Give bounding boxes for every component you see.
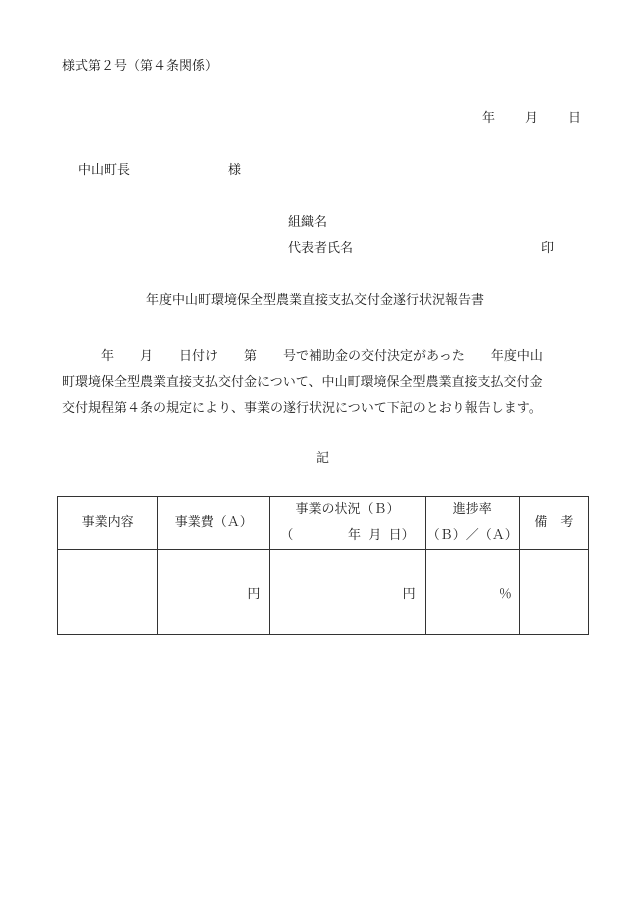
header-status-month: 月: [368, 528, 382, 543]
document-title: 年度中山町環境保全型農業直接支払交付金遂行状況報告書: [145, 293, 484, 308]
organization-label: 組織名: [288, 215, 328, 230]
header-status-day: 日）: [388, 528, 415, 543]
header-cost: 事業費（Ａ）: [158, 497, 270, 550]
body-text: [62, 344, 584, 422]
table-header-row: [58, 497, 589, 550]
header-status-date: [270, 523, 424, 549]
addressee-honorific: 様: [228, 163, 242, 178]
header-progress-top: 進捗率: [452, 502, 492, 517]
cell-progress[interactable]: ％: [425, 550, 519, 635]
body-line-2: 町環境保全型農業直接支払交付金について、中山町環境保全型農業直接支払交付金: [62, 375, 543, 390]
header-status: [270, 497, 425, 550]
date-day-unit: 日: [567, 111, 581, 126]
header-status-year: 年: [348, 528, 362, 543]
header-progress-bottom: （Ｂ）／（Ａ）: [426, 528, 518, 543]
report-table: [57, 496, 589, 635]
cell-remarks[interactable]: [519, 550, 588, 635]
body-line-1: 年 月 日付け 第 号で補助金の交付決定があった 年度中山: [62, 349, 543, 364]
date-month-unit: 月: [524, 111, 538, 126]
cell-cost[interactable]: 円: [158, 550, 270, 635]
date-line: [482, 112, 581, 125]
representative-label: 代表者氏名: [288, 241, 354, 256]
header-status-top: 事業の状況（Ｂ）: [295, 502, 400, 517]
header-status-open: （: [280, 528, 294, 543]
body-line-3: 交付規程第４条の規定により、事業の遂行状況について下記のとおり報告します。: [62, 401, 542, 416]
addressee: [78, 164, 241, 177]
header-remarks: 備 考: [519, 497, 588, 550]
cell-status[interactable]: 円: [270, 550, 425, 635]
header-content: 事業内容: [58, 497, 158, 550]
ki-label: 記: [315, 451, 329, 466]
cell-content[interactable]: [58, 550, 158, 635]
header-progress: [425, 497, 519, 550]
addressee-name: 中山町長: [78, 163, 131, 178]
form-number: 様式第２号（第４条関係）: [62, 59, 219, 74]
table-row: [58, 550, 589, 635]
date-year-unit: 年: [481, 111, 495, 126]
seal-label: 印: [541, 241, 555, 256]
